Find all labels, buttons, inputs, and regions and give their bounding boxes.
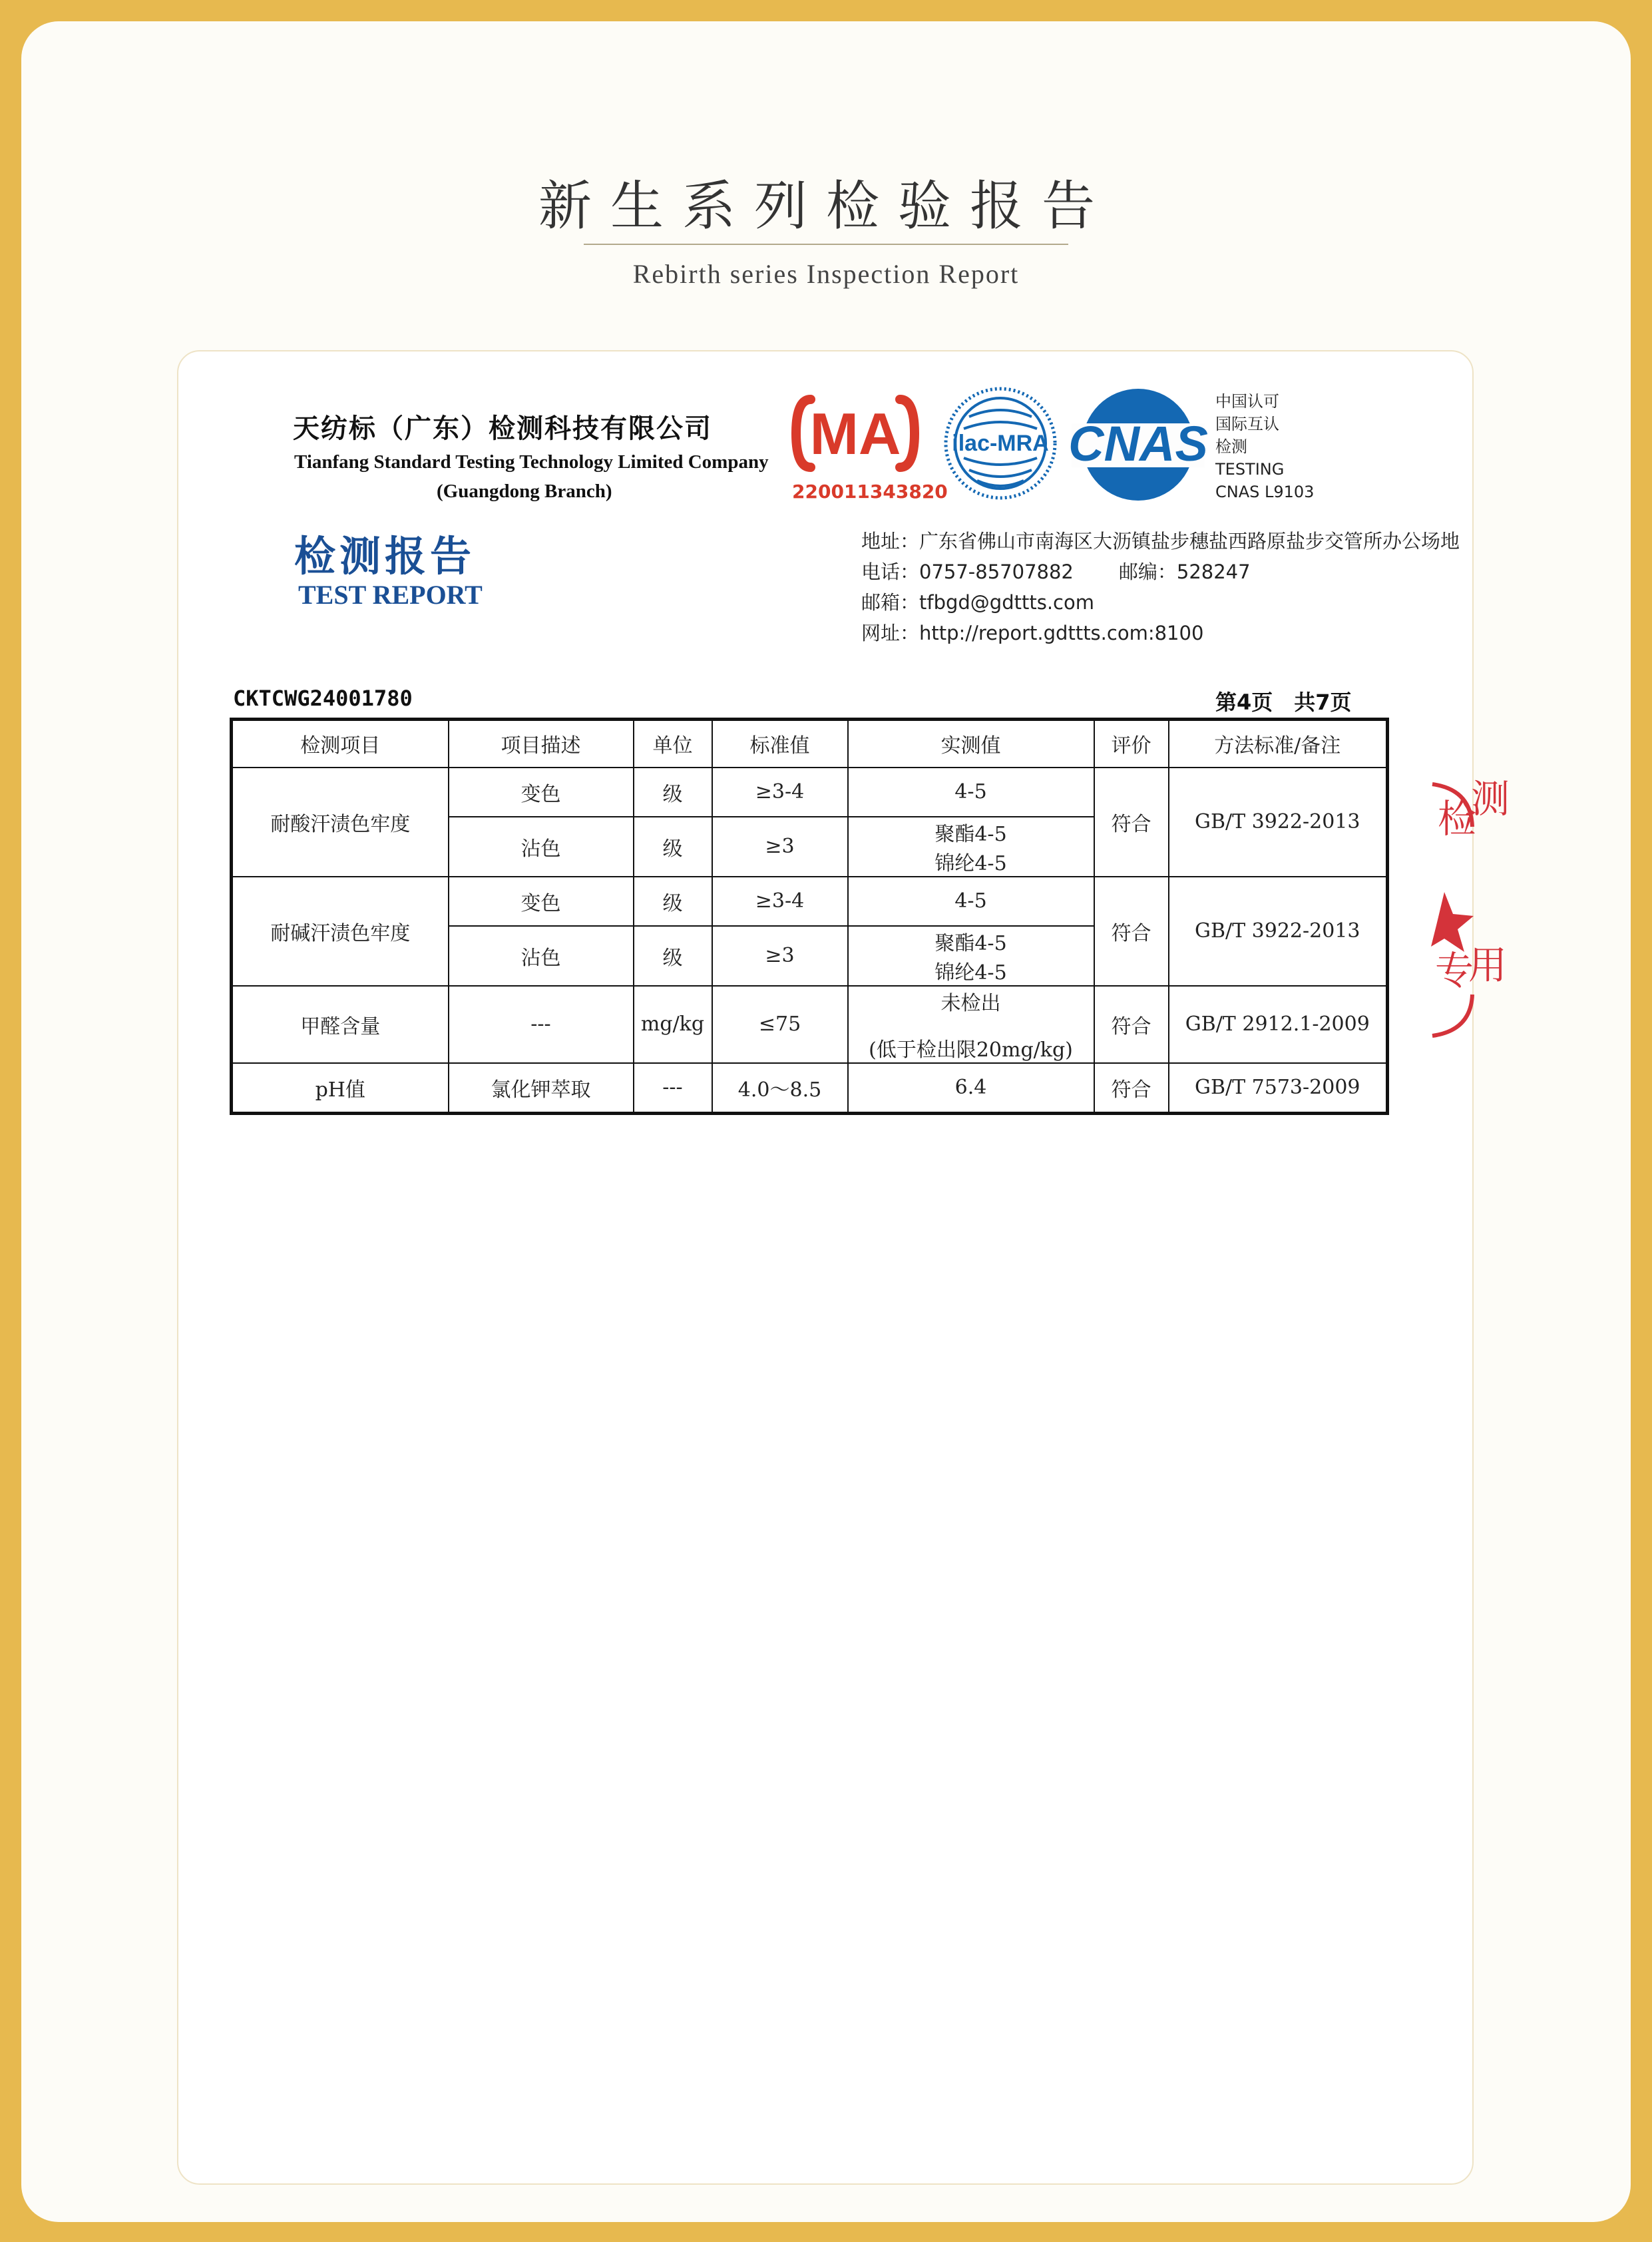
test-item: 耐碱汗渍色牢度 [232, 877, 449, 986]
header-cell: 单位 [634, 720, 712, 768]
evaluation: 符合 [1094, 1063, 1169, 1114]
header-cell: 评价 [1094, 720, 1169, 768]
method-standard: GB/T 3922-2013 [1169, 768, 1388, 877]
item-description: 氯化钾萃取 [449, 1063, 634, 1114]
phone: 电话：0757-85707882 [861, 560, 1074, 583]
unit: mg/kg [634, 986, 712, 1063]
contact-block [861, 526, 1460, 648]
phone-line [861, 557, 1460, 587]
cma-number: 220011343820 [792, 481, 948, 503]
method-standard: GB/T 3922-2013 [1169, 877, 1388, 986]
test-item: 耐酸汗渍色牢度 [232, 768, 449, 877]
evaluation: 符合 [1094, 986, 1169, 1063]
method-standard: GB/T 2912.1-2009 [1169, 986, 1388, 1063]
results-table [230, 718, 1389, 1115]
measured-value: 未检出 (低于检出限20mg/kg) [848, 986, 1094, 1063]
page-subtitle: Rebirth series Inspection Report [632, 259, 1020, 289]
header-cell: 实测值 [848, 720, 1094, 768]
standard-value: ≥3 [712, 817, 848, 877]
page-number: 第4页 共7页 [1215, 690, 1352, 715]
evaluation: 符合 [1094, 768, 1169, 877]
cnas-text: CNAS [1068, 416, 1208, 471]
measured-value: 4-5 [848, 768, 1094, 817]
item-description: 变色 [449, 768, 634, 817]
test-item: pH值 [232, 1063, 449, 1114]
test-item: 甲醛含量 [232, 986, 449, 1063]
standard-value: 4.0～8.5 [712, 1063, 848, 1114]
page-title: 新生系列检验报告 [538, 175, 1114, 237]
evaluation: 符合 [1094, 877, 1169, 986]
measured-value: 聚酯4-5 锦纶4-5 [848, 817, 1094, 877]
unit: 级 [634, 877, 712, 926]
lab-branch: (Guangdong Branch) [437, 481, 612, 502]
inspection-stamp [1431, 776, 1510, 1045]
table-row [232, 1063, 1388, 1114]
accreditation-info: 中国认可 国际互认 检测 TESTING CNAS L9103 [1215, 392, 1315, 501]
postcode: 邮编：528247 [1118, 560, 1251, 583]
email-line: 邮箱：tfbgd@gdttts.com [861, 591, 1094, 614]
table-row [232, 877, 1388, 926]
table-header-row [232, 720, 1388, 768]
item-description: 沾色 [449, 926, 634, 986]
header-cell: 检测项目 [232, 720, 449, 768]
ilac-text: ilac-MRA [952, 431, 1049, 456]
cnas-logo [1068, 385, 1208, 505]
stamp-char: 专 [1435, 948, 1474, 993]
stamp-char: 测 [1471, 776, 1510, 821]
unit: 级 [634, 926, 712, 986]
cma-letters: MA [809, 401, 901, 467]
stamp-char: 检 [1438, 796, 1477, 841]
stamp-char: 用 [1468, 943, 1508, 988]
title-divider [584, 244, 1068, 245]
cma-logo [792, 390, 919, 477]
standard-value: ≥3-4 [712, 877, 848, 926]
unit: 级 [634, 817, 712, 877]
method-standard: GB/T 7573-2009 [1169, 1063, 1388, 1114]
standard-value: ≥3-4 [712, 768, 848, 817]
standard-value: ≤75 [712, 986, 848, 1063]
header-cell: 方法标准/备注 [1169, 720, 1388, 768]
unit: 级 [634, 768, 712, 817]
lab-name-cn: 天纺标（广东）检测科技有限公司 [293, 413, 712, 444]
table-row [232, 986, 1388, 1063]
report-title-cn: 检测报告 [294, 532, 476, 580]
measured-value: 4-5 [848, 877, 1094, 926]
lab-name-en: Tianfang Standard Testing Technology Limited Company [294, 451, 769, 473]
measured-value: 6.4 [848, 1063, 1094, 1114]
website-line: 网址：http://report.gdttts.com:8100 [861, 622, 1204, 644]
item-description: 沾色 [449, 817, 634, 877]
item-description: --- [449, 986, 634, 1063]
star-icon [1431, 892, 1474, 952]
table-row [232, 768, 1388, 817]
header-cell: 标准值 [712, 720, 848, 768]
report-number: CKTCWG24001780 [233, 686, 413, 711]
measured-value: 聚酯4-5 锦纶4-5 [848, 926, 1094, 986]
unit: --- [634, 1063, 712, 1114]
report-title-en: TEST REPORT [298, 580, 483, 610]
standard-value: ≥3 [712, 926, 848, 986]
item-description: 变色 [449, 877, 634, 926]
header-cell: 项目描述 [449, 720, 634, 768]
ilac-mra-logo [942, 377, 1058, 510]
address-line: 地址：广东省佛山市南海区大沥镇盐步穗盐西路原盐步交管所办公场地 [861, 530, 1460, 553]
